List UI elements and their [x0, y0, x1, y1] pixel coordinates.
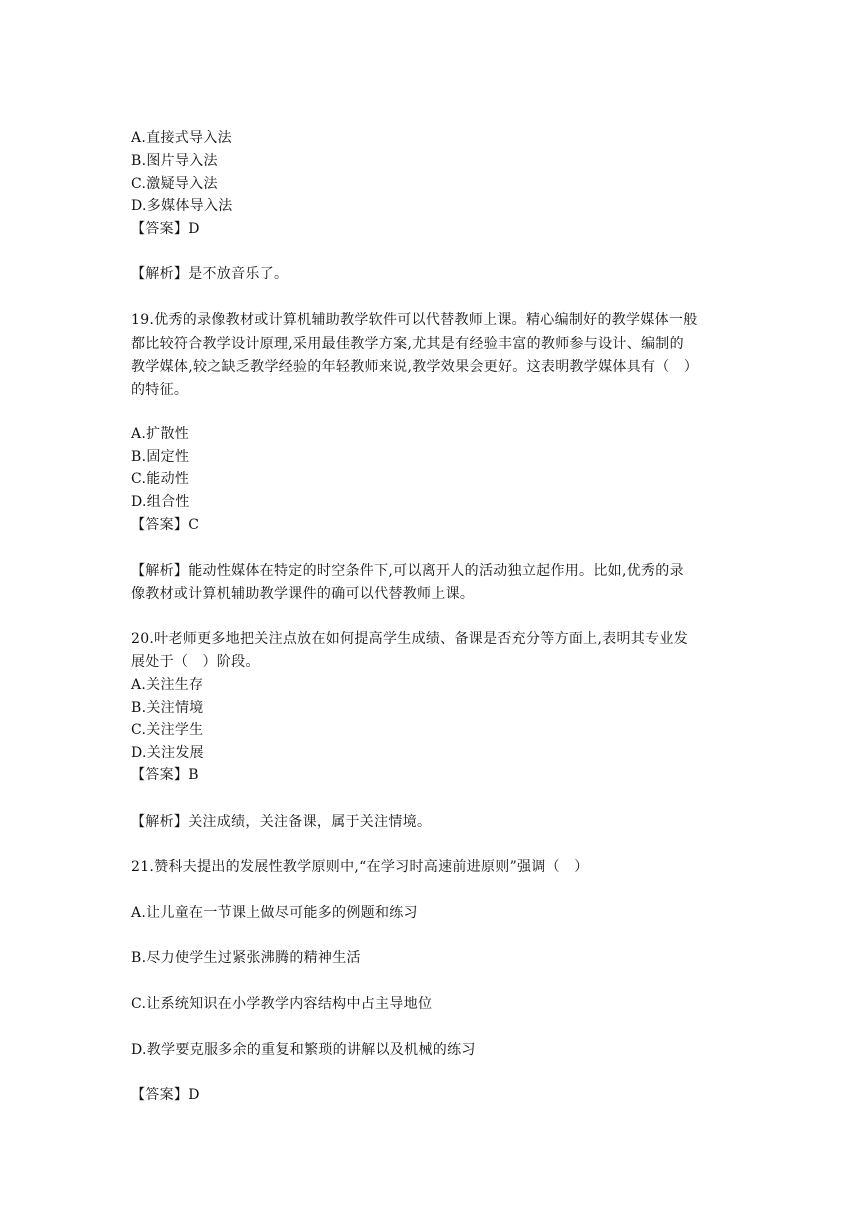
question-19-text: 都比较符合教学设计原理,采用最佳教学方案,尤其是有经验丰富的教师参与设计、编制的: [131, 336, 684, 352]
option-a: A.让儿童在一节课上做尽可能多的例题和练习: [131, 905, 418, 921]
question-19-text: 的特征。: [131, 382, 189, 398]
option-a: A.直接式导入法: [131, 130, 232, 146]
question-20-text: 20.叶老师更多地把关注点放在如何提高学生成绩、备课是否充分等方面上,表明其专业发: [131, 631, 689, 647]
answer: 【答案】D: [131, 221, 200, 237]
option-c: C.能动性: [131, 471, 190, 487]
option-c: C.关注学生: [131, 722, 204, 738]
answer: 【答案】D: [131, 1087, 200, 1103]
question-19-text: 19.优秀的录像教材或计算机辅助教学软件可以代替教师上课。精心编制好的教学媒体一般: [131, 312, 698, 328]
answer: 【答案】C: [131, 517, 200, 533]
analysis: 【解析】能动性媒体在特定的时空条件下,可以离开人的活动独立起作用。比如,优秀的录: [131, 563, 684, 579]
option-b: B.图片导入法: [131, 153, 218, 169]
option-d: D.关注发展: [131, 745, 204, 761]
option-d: D.组合性: [131, 494, 190, 510]
option-a: A.关注生存: [131, 677, 204, 693]
option-d: D.多媒体导入法: [131, 198, 233, 214]
question-20-text: 展处于（ ）阶段。: [131, 654, 260, 670]
analysis: 【解析】关注成绩，关注备课，属于关注情境。: [131, 814, 432, 830]
option-c: C.激疑导入法: [131, 176, 218, 192]
option-d: D.教学要克服多余的重复和繁琐的讲解以及机械的练习: [131, 1042, 476, 1058]
analysis: 像教材或计算机辅助教学课件的确可以代替教师上课。: [131, 586, 475, 602]
option-b: B.尽力使学生过紧张沸腾的精神生活: [131, 950, 361, 966]
answer: 【答案】B: [131, 767, 199, 783]
question-19-text: 教学媒体,较之缺乏教学经验的年轻教师来说,教学效果会更好。这表明教学媒体具有（ ）: [131, 359, 699, 375]
option-c: C.让系统知识在小学教学内容结构中占主导地位: [131, 996, 433, 1012]
analysis: 【解析】是不放音乐了。: [131, 266, 289, 282]
option-a: A.扩散性: [131, 426, 190, 442]
option-b: B.固定性: [131, 449, 190, 465]
option-b: B.关注情境: [131, 700, 204, 716]
question-21-text: 21.赞科夫提出的发展性教学原则中,“在学习时高速前进原则”强调（ ）: [131, 859, 589, 875]
